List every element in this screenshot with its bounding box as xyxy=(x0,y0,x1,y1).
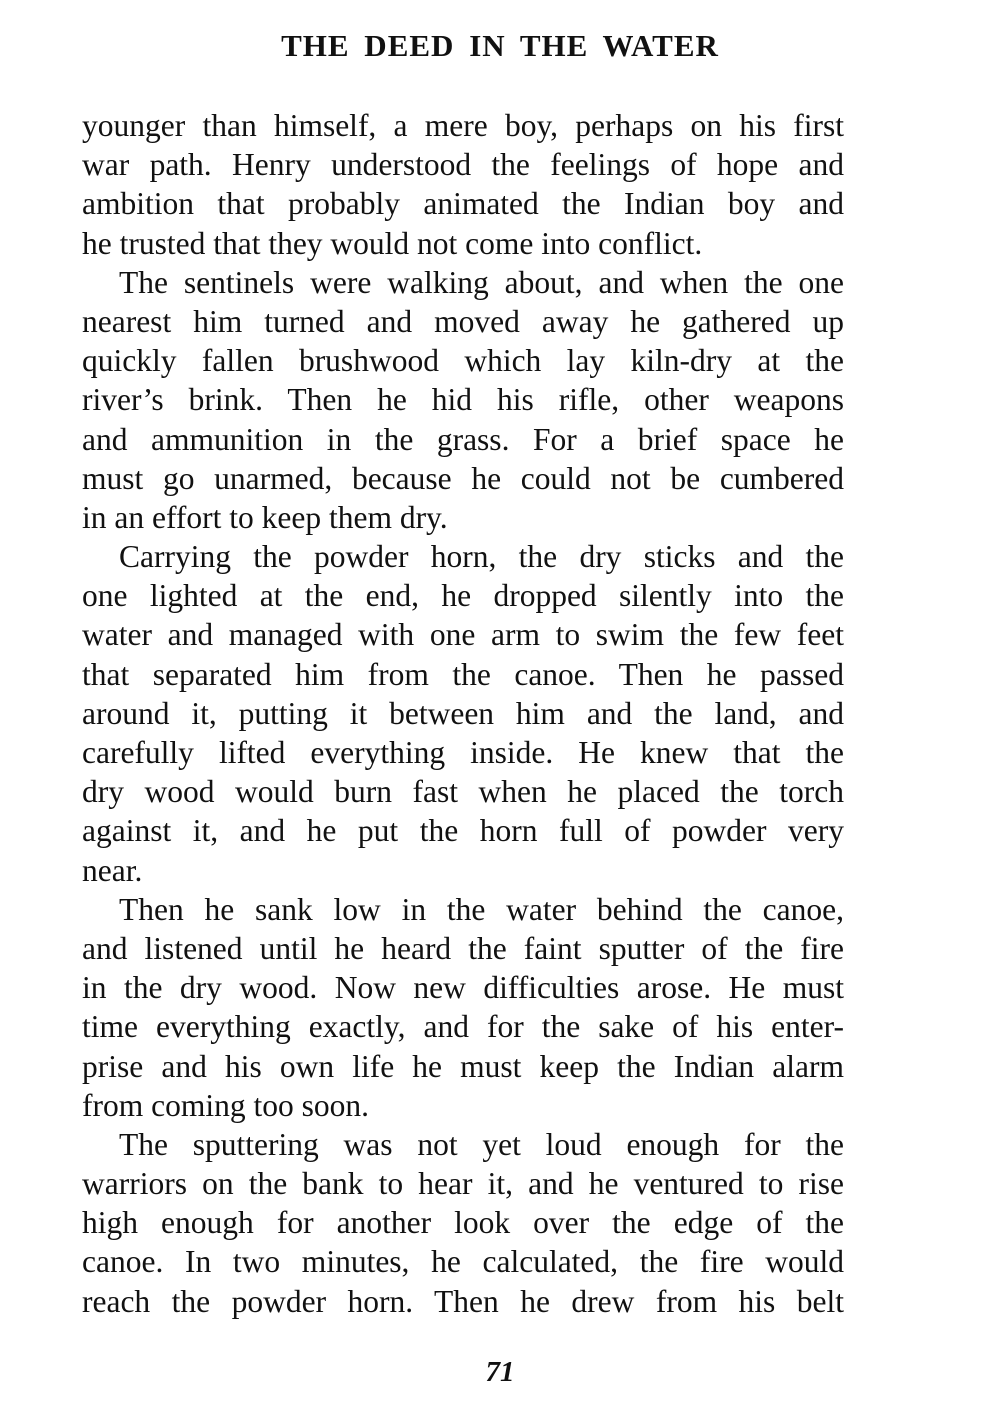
text-line: Then he sank low in the water behind the canoe, xyxy=(119,891,844,927)
text-line: river’s brink. Then he hid his rifle, other weapons xyxy=(82,382,844,418)
body-text xyxy=(82,106,844,1321)
text-line: prise and his own life he must keep the Indian alarm xyxy=(82,1048,844,1084)
text-line: carefully lifted everything inside. He knew that the xyxy=(82,735,844,770)
text-line: that separated him from the canoe. Then he passed xyxy=(82,656,844,692)
text-line: and listened until he heard the faint sputter of the fire xyxy=(82,930,844,966)
running-head: THE DEED IN THE WATER xyxy=(281,28,719,63)
text-line: canoe. In two minutes, he calculated, the fire would xyxy=(82,1244,844,1280)
text-line: time everything exactly, and for the sake of his enter- xyxy=(82,1009,844,1045)
page-number: 71 xyxy=(485,1356,515,1388)
text-line: warriors on the bank to hear it, and he ventured to rise xyxy=(82,1166,844,1202)
text-line: he trusted that they would not come into conflict. xyxy=(82,225,703,261)
text-line: The sentinels were walking about, and when the one xyxy=(119,264,844,300)
text-line: one lighted at the end, he dropped silently into the xyxy=(82,578,844,614)
text-line: Carrying the powder horn, the dry sticks and the xyxy=(119,539,844,575)
text-line: quickly fallen brushwood which lay kiln-dry at the xyxy=(82,343,844,379)
text-line: nearest him turned and moved away he gathered up xyxy=(82,303,844,339)
text-line: near. xyxy=(82,852,143,888)
text-line: in the dry wood. Now new difficulties arose. He must xyxy=(82,970,844,1006)
text-line: high enough for another look over the edge of the xyxy=(82,1205,844,1241)
text-line: in an effort to keep them dry. xyxy=(82,499,448,535)
text-line: dry wood would burn fast when he placed the torch xyxy=(82,774,844,810)
text-line: against it, and he put the horn full of powder very xyxy=(82,813,844,849)
text-line: reach the powder horn. Then he drew from his belt xyxy=(82,1283,844,1319)
text-line: war path. Henry understood the feelings of hope and xyxy=(82,147,844,183)
text-line: around it, putting it between him and the land, and xyxy=(82,695,844,731)
text-line: and ammunition in the grass. For a brief space he xyxy=(82,421,844,457)
text-line: younger than himself, a mere boy, perhaps on his first xyxy=(82,108,844,143)
text-line: must go unarmed, because he could not be cumbered xyxy=(82,460,844,496)
text-line: from coming too soon. xyxy=(82,1087,369,1123)
text-line: ambition that probably animated the Indian boy and xyxy=(82,186,844,222)
text-line: water and managed with one arm to swim the few feet xyxy=(82,617,844,653)
text-line: The sputtering was not yet loud enough for the xyxy=(119,1126,844,1162)
